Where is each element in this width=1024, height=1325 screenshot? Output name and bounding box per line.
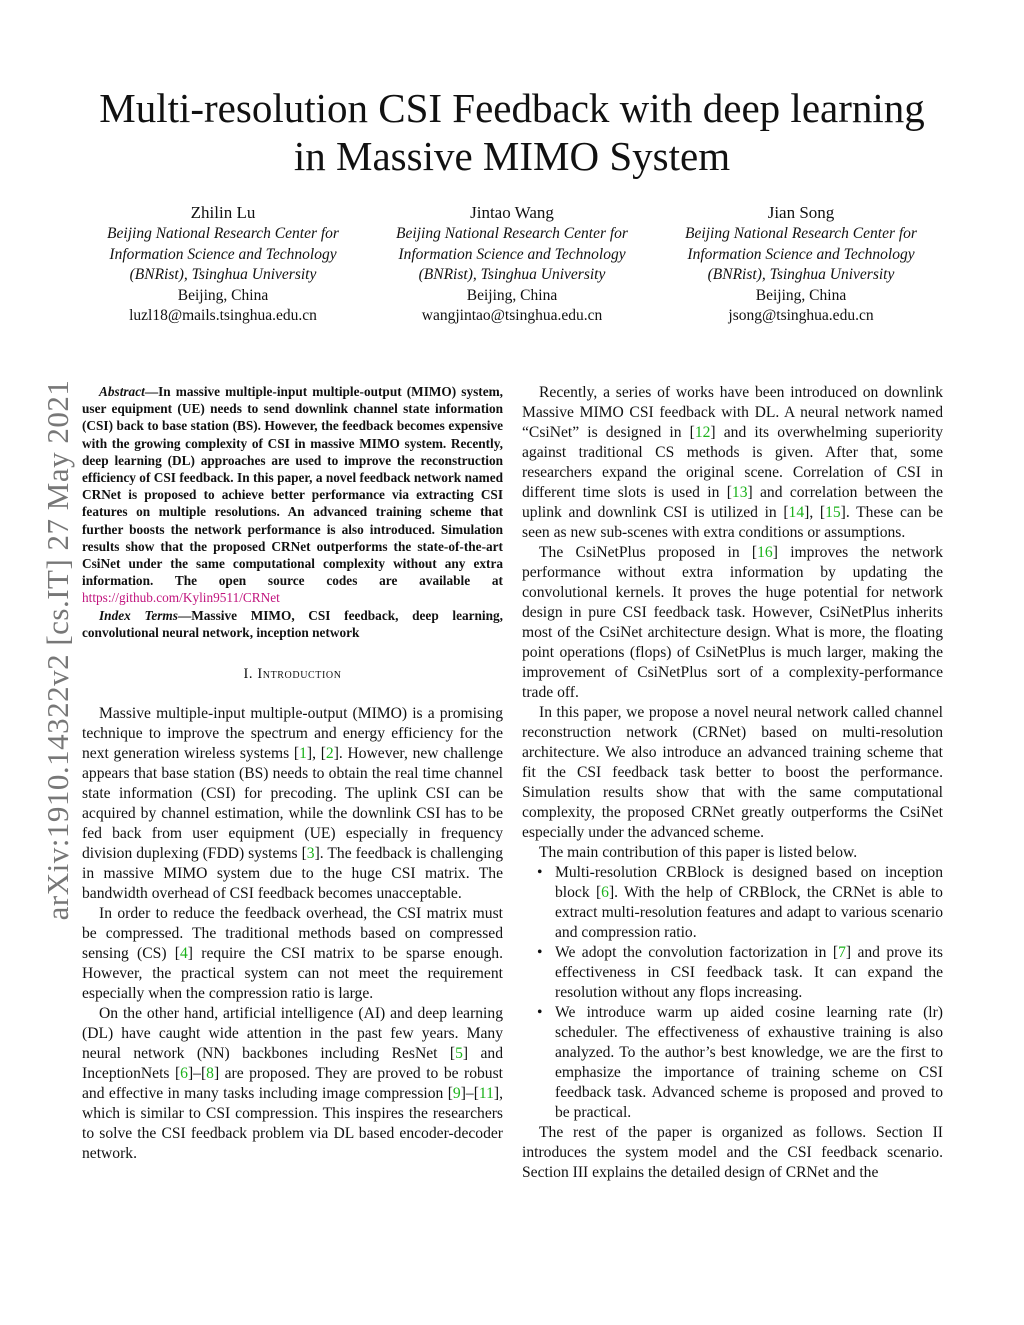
paragraph	[82, 704, 503, 904]
text: ] and prove its effectiveness in CSI feedback task. It can expand the resolution without any flops increasing.	[555, 944, 943, 1001]
citation-link[interactable]: 7	[838, 944, 846, 961]
bullet-icon: •	[537, 944, 543, 961]
author-1	[88, 202, 358, 327]
text: In order to reduce the feedback overhead, the CSI matrix must be compressed. The traditional methods based on compressed sensing (CS) [	[82, 905, 503, 963]
citation-link[interactable]: 1	[299, 745, 307, 763]
text: ] require the CSI matrix to be sparse enough. However, the practical system can not meet the requirement especially when the compression ratio is large.	[82, 945, 503, 1003]
citation-link[interactable]: 8	[206, 1065, 214, 1083]
author-location: Beijing, China	[755, 286, 847, 304]
citation-link[interactable]: 16	[757, 544, 773, 561]
author-name: Jintao Wang	[470, 203, 554, 222]
author-affiliation: (BNRist), Tsinghua University	[129, 266, 317, 284]
paper-title	[60, 84, 964, 180]
author-name: Jian Song	[767, 203, 835, 222]
arxiv-identifier: arXiv:1910.14322v2 [cs.IT] 27 May 2021	[40, 379, 75, 921]
citation-link[interactable]: 11	[478, 1085, 494, 1103]
citation-link[interactable]: 14	[788, 504, 805, 521]
author-email: jsong@tsinghua.edu.cn	[728, 307, 874, 325]
author-email: luzl18@mails.tsinghua.edu.cn	[129, 307, 317, 325]
paragraph	[522, 383, 943, 543]
citation-link[interactable]: 6	[601, 884, 609, 901]
author-affiliation: (BNRist), Tsinghua University	[418, 266, 606, 284]
citation-link[interactable]: 3	[306, 845, 315, 863]
text: Multi-resolution CRBlock is designed based on inception block [	[555, 864, 943, 901]
text: ] and InceptionNets [	[82, 1045, 503, 1083]
paragraph	[82, 904, 503, 1004]
citation-link[interactable]: 6	[180, 1065, 188, 1083]
code-repository-link[interactable]: https://github.com/Kylin9511/CRNet	[82, 590, 280, 606]
author-3	[666, 202, 936, 327]
text: We adopt the convolution factorization in [	[555, 944, 839, 961]
title-line-2: in Massive MIMO System	[293, 133, 731, 179]
author-affiliation: Beijing National Research Center for	[685, 225, 917, 242]
citation-link[interactable]: 9	[452, 1085, 461, 1103]
text: Recently, a series of works have been introduced on downlink Massive MIMO CSI feedback with DL. A neural network named “CsiNet” is designed in [	[522, 384, 943, 441]
author-affiliation: (BNRist), Tsinghua University	[707, 266, 895, 284]
text: ], [	[306, 745, 326, 763]
list-item	[537, 1003, 943, 1123]
author-affiliation: Beijing National Research Center for	[396, 225, 628, 242]
author-block	[88, 202, 936, 327]
index-terms	[82, 607, 503, 641]
text: Massive multiple-input multiple-output (MIMO) is a promising technique to improve the spectrum and energy efficiency for the next generation wireless systems [	[82, 705, 503, 763]
paragraph: The rest of the paper is organized as follows. Section II introduces the system model and the CSI feedback scenario. Section III explains the detailed design of CRNet and the	[522, 1124, 943, 1181]
text: ]. With the help of CRBlock, the CRNet is able to extract multi-resolution features and adapt to various scenario and compression ratio.	[555, 884, 943, 941]
paragraph	[82, 1004, 503, 1164]
contribution-list	[522, 863, 943, 1123]
abstract-label: Abstract	[99, 384, 145, 399]
text: ]. These can be seen as new sub-scenes with extra conditions or assumptions.	[522, 504, 944, 541]
text: ] improves the network performance without extra information by updating the convolutional kernels. It proves the huge potential for network design in pure CSI feedback task. However, CsiNetPlus inherits most of the CsiNet architecture design. What is more, the floating point operations (flops) of CsiNetPlus is much larger, making the improvement of CsiNetPlus sort of a complexity-performance trade off.	[522, 544, 943, 701]
index-terms-text: —Massive MIMO, CSI feedback, deep learning, convolutional neural network, inception network	[82, 607, 503, 640]
author-2	[377, 202, 647, 327]
text: We introduce warm up aided cosine learning rate (lr) scheduler. The effectiveness of exhaustive training is also analyzed. To the author’s best knowledge, we are the first to emphasize the importance of training scheme on CSI feedback task. Advanced scheme is proposed and proved to be practical.	[555, 1004, 943, 1121]
citation-link[interactable]: 13	[731, 484, 748, 501]
bullet-icon: •	[537, 864, 543, 881]
index-terms-label: Index Terms	[99, 607, 178, 623]
text: ] and correlation between the uplink and downlink CSI is utilized in [	[522, 484, 943, 521]
title-line-1: Multi-resolution CSI Feedback with deep learning	[99, 85, 925, 131]
text: ] and its overwhelming superiority against traditional CS methods is given. After that, some researchers expand the original scene. Correlation of CSI in different time slots is used in [	[522, 424, 943, 501]
paragraph: The main contribution of this paper is listed below.	[539, 844, 858, 861]
citation-link[interactable]: 4	[180, 945, 188, 963]
author-location: Beijing, China	[177, 286, 269, 304]
author-email: wangjintao@tsinghua.edu.cn	[421, 307, 603, 325]
citation-link[interactable]: 15	[825, 504, 841, 521]
text: ]. The feedback is challenging in massive MIMO system due to the huge CSI matrix. The bandwidth overhead of CSI feedback becomes unacceptable.	[82, 845, 504, 903]
text: ]–[	[187, 1065, 207, 1083]
list-item	[537, 863, 943, 943]
bullet-icon: •	[537, 1004, 543, 1021]
section-heading: I. Introduction	[243, 666, 342, 683]
author-affiliation: Information Science and Technology	[687, 245, 915, 263]
abstract-text: —In massive multiple-input multiple-output (MIMO) system, user equipment (UE) needs to send downlink channel state information (CSI) back to base station (BS). However, the feedback becomes expensive with the growing complexity of CSI in massive MIMO system. Recently, deep learning (DL) approaches are used to improve the reconstruction efficiency of CSI feedback. In this paper, a novel feedback network named CRNet is proposed to achieve better performance via extracting CSI features on multiple resolutions. An advanced training scheme that further boosts the network performance is also introduced. Simulation results show that the proposed CRNet outperforms the state-of-the-art CsiNet under the same computational complexity without any extra information. The open source codes are available at	[82, 384, 503, 589]
author-name: Zhilin Lu	[190, 203, 256, 222]
author-affiliation: Information Science and Technology	[398, 245, 626, 263]
citation-link[interactable]: 5	[455, 1045, 463, 1063]
abstract	[82, 383, 503, 607]
text: On the other hand, artificial intelligence (AI) and deep learning (DL) have caught wide attention in the past few years. Many neural network (NN) backbones including ResNet [	[82, 1005, 503, 1063]
author-location: Beijing, China	[466, 286, 558, 304]
paragraph	[522, 543, 943, 703]
citation-link[interactable]: 2	[325, 745, 334, 763]
paragraph: In this paper, we propose a novel neural network called channel reconstruction network (CRNet) based on multi-resolution architecture. We also introduce an advanced training scheme that fit the CSI feedback task better to boost the performance. Simulation results show that with the same computational complexity, the proposed CRNet greatly outperforms the CsiNet especially under the advanced scheme.	[522, 704, 943, 841]
left-column	[82, 383, 503, 1164]
text: The CsiNetPlus proposed in [	[539, 544, 758, 561]
author-affiliation: Information Science and Technology	[109, 245, 337, 263]
text: ]. However, new challenge appears that base station (BS) needs to obtain the real time channel state information (CSI) for precoding. The uplink CSI can be acquired by channel estimation, while the downlink CSI has to be fed back from user equipment (UE) especially in frequency division duplexing (FDD) systems [	[82, 745, 503, 863]
text: ] are proposed. They are proved to be robust and effective in many tasks including image compression [	[82, 1065, 503, 1103]
list-item	[537, 943, 943, 1003]
text: ]–[	[460, 1085, 479, 1103]
text: ], [	[804, 504, 826, 521]
citation-link[interactable]: 12	[694, 424, 711, 441]
right-column	[522, 383, 943, 1183]
text: ], which is similar to CSI compression. This inspires the researchers to solve the CSI feedback problem via DL based encoder-decoder network.	[82, 1085, 503, 1163]
author-affiliation: Beijing National Research Center for	[107, 225, 339, 242]
